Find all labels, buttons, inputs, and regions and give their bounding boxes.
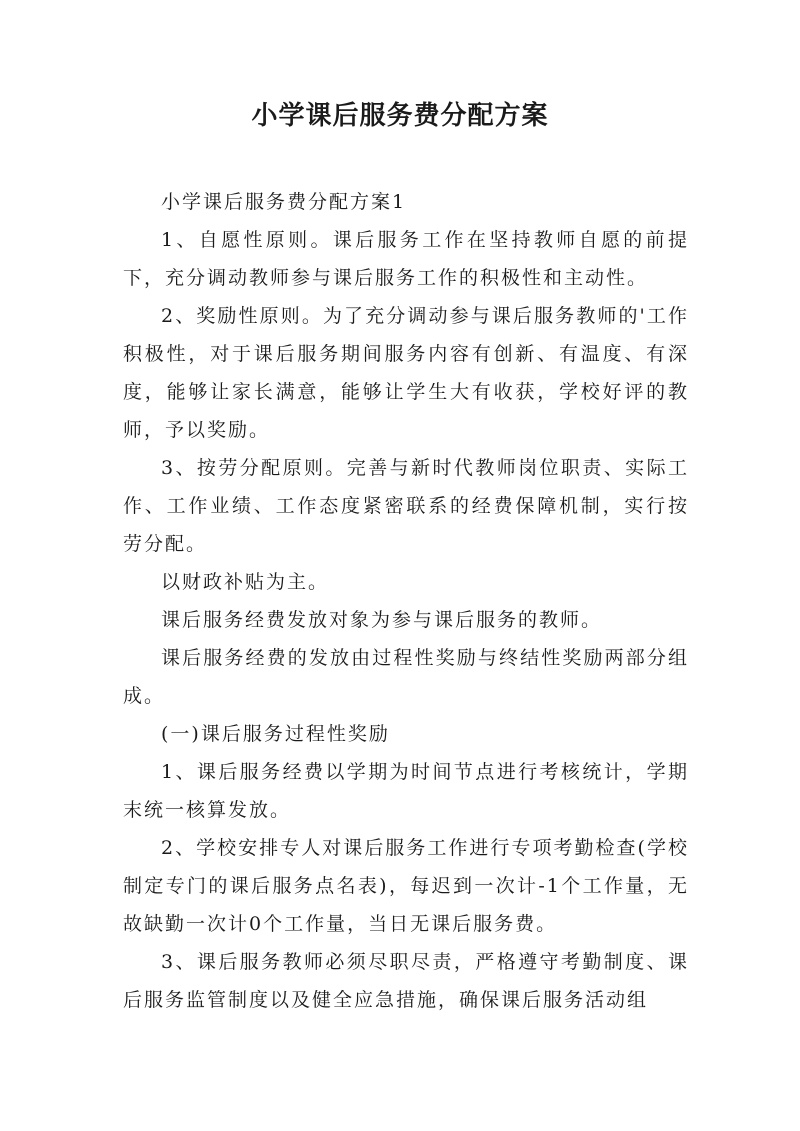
paragraph: 3、课后服务教师必须尽职尽责，严格遵守考勤制度、课后服务监管制度以及健全应急措施，确保课后服务活动组 bbox=[123, 951, 689, 1011]
paragraph: 3、按劳分配原则。完善与新时代教师岗位职责、实际工作、工作业绩、工作态度紧密联系的经费保障机制，实行按劳分配。 bbox=[123, 457, 689, 555]
paragraph-heading: 小学课后服务费分配方案1 bbox=[161, 191, 407, 213]
paragraph: 1、自愿性原则。课后服务工作在坚持教师自愿的前提下，充分调动教师参与课后服务工作的积极性和主动性。 bbox=[123, 229, 689, 289]
paragraph: 课后服务经费的发放由过程性奖励与终结性奖励两部分组成。 bbox=[123, 647, 689, 707]
paragraph: 2、学校安排专人对课后服务工作进行专项考勤检查(学校制定专门的课后服务点名表)，每迟到一次计-1个工作量，无故缺勤一次计0个工作量，当日无课后服务费。 bbox=[123, 837, 689, 935]
paragraph: 1、课后服务经费以学期为时间节点进行考核统计，学期末统一核算发放。 bbox=[123, 761, 689, 821]
paragraph: 2、奖励性原则。为了充分调动参与课后服务教师的'工作积极性，对于课后服务期间服务内容有创新、有温度、有深度，能够让家长满意，能够让学生大有收获，学校好评的教师，予以奖励。 bbox=[123, 305, 689, 441]
section-heading: (一)课后服务过程性奖励 bbox=[161, 723, 390, 745]
document-body bbox=[123, 183, 689, 1019]
paragraph: 以财政补贴为主。 bbox=[161, 571, 330, 593]
document-title: 小学课后服务费分配方案 bbox=[251, 101, 549, 131]
paragraph: 课后服务经费发放对象为参与课后服务的教师。 bbox=[161, 609, 603, 631]
